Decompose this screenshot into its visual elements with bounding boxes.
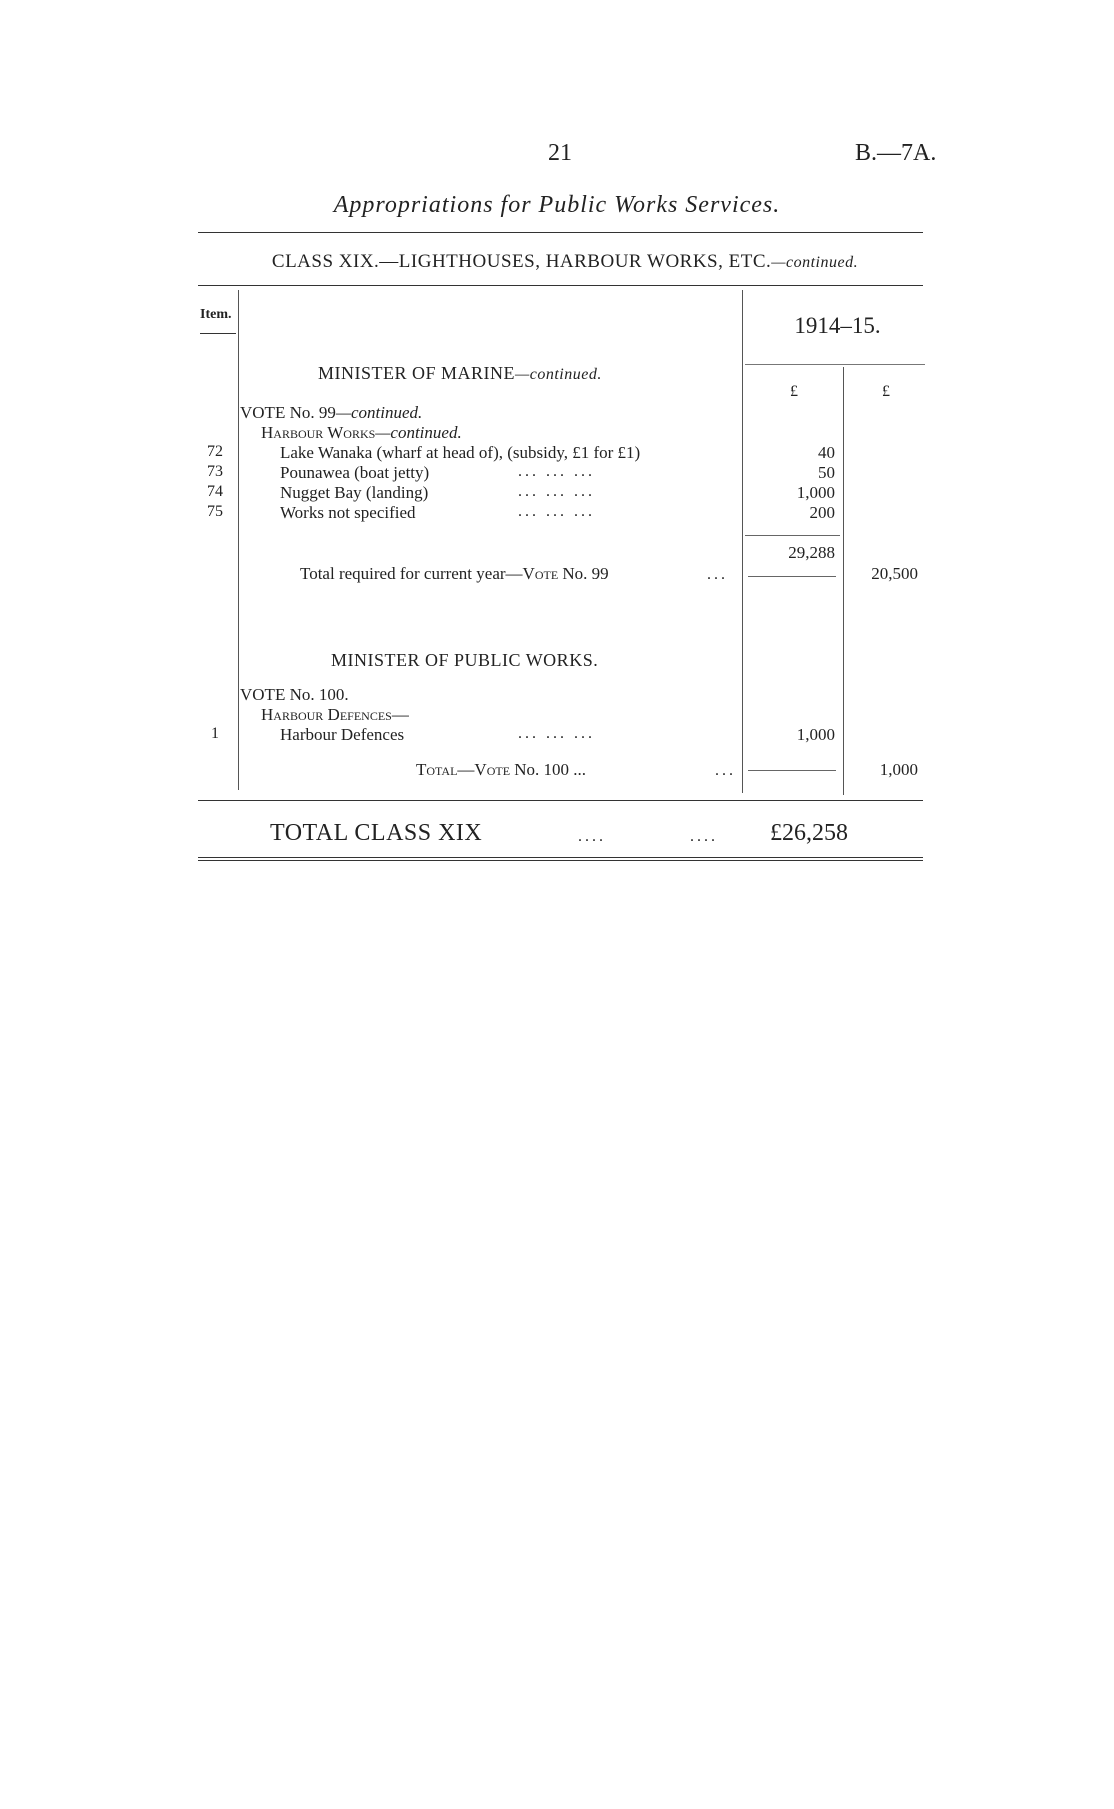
description-column-divider — [742, 290, 743, 793]
table-bottom-rule — [198, 800, 923, 801]
public-works-total-amount: 1,000 — [879, 760, 918, 779]
item-column-header: Item. — [200, 307, 232, 322]
leader-dots: .... — [690, 828, 718, 845]
marine-total-vote: Vote — [522, 564, 559, 583]
leader-dots: ... — [715, 762, 736, 779]
marine-total-label — [300, 564, 609, 584]
marine-subhead-suffix: —continued. — [375, 423, 462, 442]
item-description: Lake Wanaka (wharf at head of), (subsidy, £1 for £1) — [280, 443, 641, 462]
amount-column-divider — [843, 367, 844, 795]
public-works-total-label — [416, 760, 586, 780]
marine-vote — [240, 403, 422, 423]
page-number: 21 — [548, 140, 572, 166]
leader-dots: .... — [578, 828, 606, 845]
marine-total-label-text: Total required for current year— — [300, 564, 523, 583]
total-dash-rule — [748, 770, 836, 771]
marine-total-vote-no: No. 99 — [562, 564, 609, 583]
item-description: Works not specified — [280, 503, 416, 522]
public-works-vote: VOTE No. 100. — [240, 685, 349, 704]
class-heading-text: CLASS XIX.—LIGHTHOUSES, HARBOUR WORKS, ETC. — [271, 251, 772, 272]
class-heading — [200, 251, 930, 273]
public-works-total-label-text: Total— — [416, 760, 475, 779]
item-number: 74 — [207, 483, 223, 500]
item-amount: 1,000 — [796, 483, 835, 502]
pound-symbol-col1: £ — [790, 383, 798, 400]
marine-total-amount: 20,500 — [871, 564, 918, 583]
table-top-rule — [198, 285, 923, 286]
public-works-total-vote: Vote — [474, 760, 511, 779]
page-title: Appropriations for Public Works Services. — [333, 192, 781, 218]
leader-dots: ... ... ... — [518, 503, 595, 520]
document-reference: B.—7A. — [855, 140, 937, 166]
total-dash-rule — [748, 576, 836, 577]
leader-dots: ... ... ... — [518, 463, 595, 480]
item-amount: 50 — [818, 463, 835, 482]
marine-heading-text: MINISTER OF MARINE — [318, 363, 516, 383]
year-header-rule — [745, 364, 925, 365]
item-description: Nugget Bay (landing) — [280, 483, 429, 502]
marine-heading-suffix: —continued. — [515, 366, 602, 383]
grand-total-label: TOTAL CLASS XIX — [270, 820, 483, 846]
marine-subhead-text: Harbour Works — [261, 423, 376, 442]
public-works-subhead: Harbour Defences— — [261, 705, 409, 724]
item-description: Pounawea (boat jetty) — [280, 463, 430, 482]
marine-vote-suffix: —continued. — [335, 403, 423, 422]
item-amount: 200 — [809, 503, 835, 522]
item-description: Harbour Defences — [280, 725, 405, 744]
year-column-header: 1914–15. — [794, 313, 881, 338]
class-heading-suffix: —continued. — [771, 254, 859, 271]
footer-rule — [198, 857, 923, 858]
grand-total-amount: £26,258 — [770, 820, 848, 846]
title-rule — [198, 232, 923, 233]
marine-subhead — [261, 423, 462, 443]
public-works-total-vote-no: No. 100 ... — [514, 760, 587, 779]
public-works-heading: MINISTER OF PUBLIC WORKS. — [331, 650, 599, 670]
pound-symbol-col2: £ — [882, 383, 890, 400]
item-amount: 1,000 — [796, 725, 835, 744]
leader-dots: ... ... ... — [518, 725, 595, 742]
marine-subtotal: 29,288 — [788, 543, 835, 562]
subtotal-rule — [745, 535, 840, 536]
item-column-divider — [238, 290, 239, 790]
item-number: 72 — [207, 443, 223, 460]
marine-vote-text: VOTE No. 99 — [240, 403, 336, 422]
leader-dots: ... ... ... — [518, 483, 595, 500]
item-number: 75 — [207, 503, 223, 520]
item-amount: 40 — [818, 443, 835, 462]
item-number: 73 — [207, 463, 223, 480]
leader-dots: ... — [707, 566, 728, 583]
item-header-underline — [200, 333, 236, 334]
marine-heading — [318, 363, 602, 384]
footer-rule-double — [198, 860, 923, 861]
item-number: 1 — [211, 725, 219, 742]
